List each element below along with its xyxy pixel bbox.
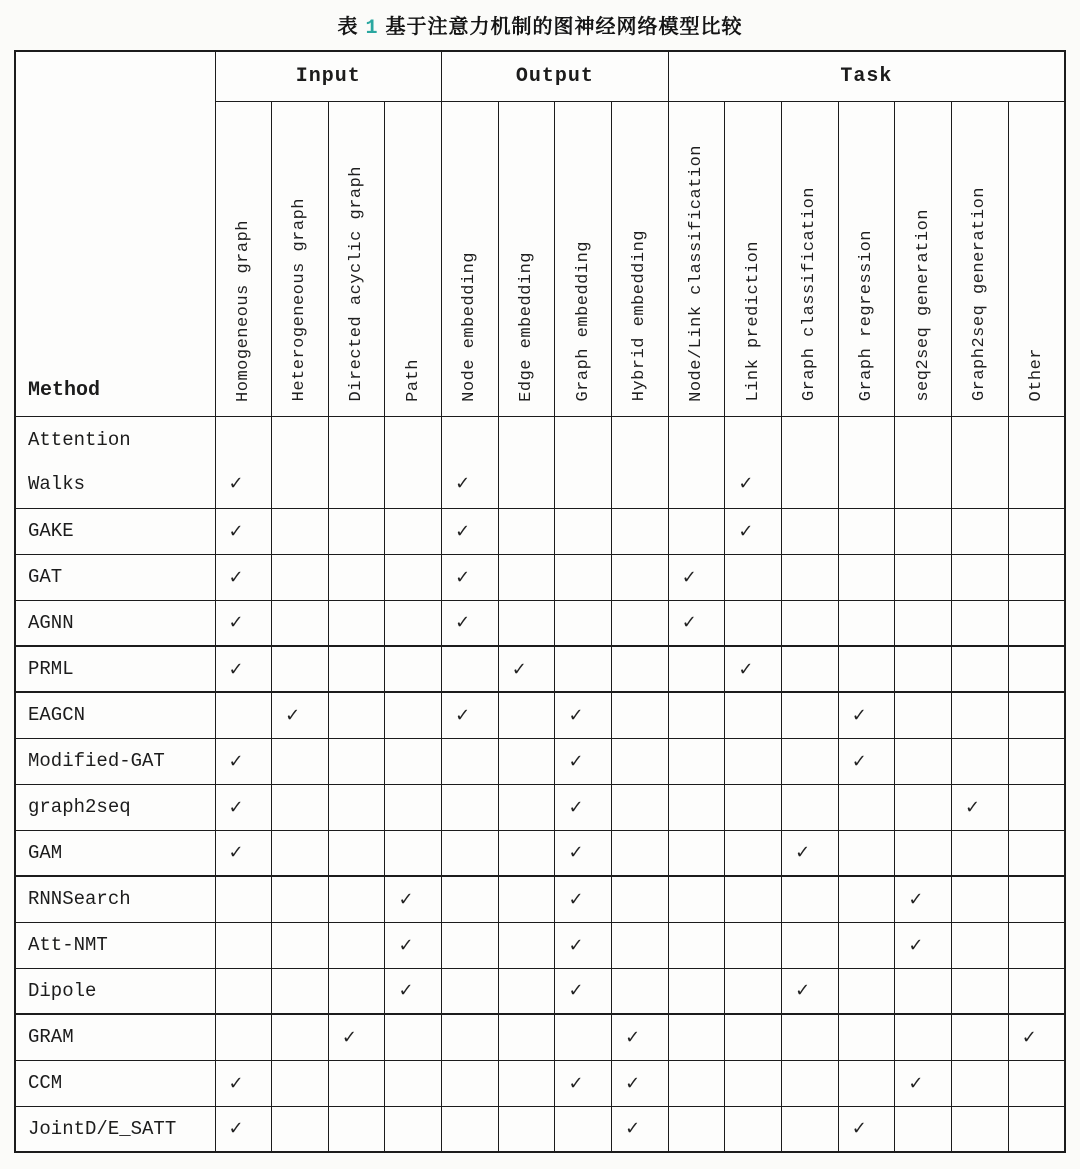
column-header-12 [895, 101, 952, 416]
check-cell-empty [385, 738, 442, 784]
check-cell-checked: ✓ [555, 968, 612, 1014]
check-cell-empty [782, 600, 839, 646]
table-row [15, 784, 1065, 830]
check-cell-empty [895, 646, 952, 692]
check-cell-empty [328, 600, 385, 646]
method-line: Attention [28, 429, 131, 451]
check-cell-empty [952, 1060, 1009, 1106]
column-header-10 [782, 101, 839, 416]
check-cell-empty [272, 646, 329, 692]
check-cell-empty [1008, 1060, 1065, 1106]
check-cell-empty [555, 1106, 612, 1152]
check-cell-empty [895, 600, 952, 646]
column-header-label: Node embedding [460, 251, 480, 402]
column-header-6 [555, 101, 612, 416]
check-cell-empty [895, 692, 952, 738]
check-cell-empty [498, 416, 555, 508]
check-cell-empty [385, 784, 442, 830]
table-row [15, 876, 1065, 922]
check-cell-empty [725, 738, 782, 784]
check-cell-empty [895, 784, 952, 830]
column-header-9 [725, 101, 782, 416]
check-cell-empty [952, 922, 1009, 968]
check-cell-empty [668, 968, 725, 1014]
check-cell-empty [498, 784, 555, 830]
method-cell: Modified-GAT [15, 738, 215, 784]
check-cell-empty [952, 416, 1009, 508]
check-cell-empty [1008, 646, 1065, 692]
check-cell-empty [442, 1106, 499, 1152]
table-row [15, 1060, 1065, 1106]
column-header-label: seq2seq generation [913, 208, 933, 402]
column-header-label: Path [403, 358, 423, 402]
check-cell-empty [1008, 508, 1065, 554]
check-cell-empty [1008, 1106, 1065, 1152]
check-cell-empty [215, 876, 272, 922]
check-cell-checked: ✓ [215, 1106, 272, 1152]
check-cell-empty [442, 968, 499, 1014]
check-cell-empty [498, 922, 555, 968]
check-cell-empty [725, 830, 782, 876]
check-cell-checked: ✓ [895, 876, 952, 922]
check-cell-checked: ✓ [328, 1014, 385, 1060]
check-cell-empty [838, 416, 895, 508]
check-cell-empty [215, 922, 272, 968]
column-header-3 [385, 101, 442, 416]
method-cell: PRML [15, 646, 215, 692]
check-cell-empty [328, 692, 385, 738]
check-cell-empty [612, 554, 669, 600]
check-cell-empty [895, 968, 952, 1014]
check-cell-empty [838, 1014, 895, 1060]
check-cell-empty [555, 600, 612, 646]
check-cell-empty [385, 508, 442, 554]
check-cell-empty [952, 1106, 1009, 1152]
check-cell-checked: ✓ [442, 554, 499, 600]
check-cell-empty [895, 738, 952, 784]
check-cell-empty [952, 738, 1009, 784]
column-header-11 [838, 101, 895, 416]
check-cell-empty [272, 1060, 329, 1106]
check-cell-empty [272, 830, 329, 876]
caption-prefix: 表 [337, 14, 359, 38]
check-cell-empty [272, 876, 329, 922]
column-header-14 [1008, 101, 1065, 416]
check-cell-empty [328, 416, 385, 508]
method-cell [15, 416, 215, 508]
check-cell-empty [442, 738, 499, 784]
method-column-header: Method [15, 51, 215, 416]
table-row [15, 922, 1065, 968]
check-cell-empty [612, 646, 669, 692]
check-cell-checked: ✓ [838, 738, 895, 784]
check-cell-empty [952, 876, 1009, 922]
check-cell-empty [952, 830, 1009, 876]
check-cell-empty [782, 646, 839, 692]
check-cell-checked: ✓ [272, 692, 329, 738]
table-row [15, 830, 1065, 876]
check-cell-empty [385, 600, 442, 646]
column-header-label: Heterogeneous graph [290, 198, 310, 402]
check-cell-checked: ✓ [838, 692, 895, 738]
table-row [15, 508, 1065, 554]
method-cell: CCM [15, 1060, 215, 1106]
check-cell-empty [328, 784, 385, 830]
check-cell-empty [498, 508, 555, 554]
check-cell-checked: ✓ [385, 968, 442, 1014]
column-header-0 [215, 101, 272, 416]
check-cell-checked: ✓ [442, 600, 499, 646]
column-header-label: Graph classification [800, 187, 820, 402]
check-cell-empty [668, 830, 725, 876]
method-cell: GAKE [15, 508, 215, 554]
check-cell-empty [782, 738, 839, 784]
check-cell-empty [385, 1014, 442, 1060]
check-cell-empty [555, 508, 612, 554]
method-cell: Att-NMT [15, 922, 215, 968]
check-cell-checked: ✓ [612, 1060, 669, 1106]
check-cell-empty [272, 416, 329, 508]
check-cell-empty [555, 646, 612, 692]
check-cell-checked: ✓ [215, 646, 272, 692]
table-row [15, 416, 1065, 508]
check-cell-checked: ✓ [442, 416, 499, 508]
check-cell-empty [668, 416, 725, 508]
check-cell-checked: ✓ [555, 738, 612, 784]
check-cell-empty [328, 968, 385, 1014]
column-header-1 [272, 101, 329, 416]
method-line: Walks [28, 473, 86, 495]
check-cell-empty [442, 646, 499, 692]
check-cell-empty [272, 922, 329, 968]
check-cell-empty [838, 784, 895, 830]
check-cell-empty [668, 922, 725, 968]
check-cell-empty [668, 784, 725, 830]
group-header-task: Task [668, 51, 1065, 101]
check-cell-empty [952, 600, 1009, 646]
check-cell-empty [272, 508, 329, 554]
check-cell-empty [612, 600, 669, 646]
check-cell-empty [498, 876, 555, 922]
check-cell-empty [895, 554, 952, 600]
check-cell-empty [498, 1060, 555, 1106]
check-cell-empty [612, 922, 669, 968]
check-cell-empty [725, 1060, 782, 1106]
check-cell-checked: ✓ [725, 508, 782, 554]
check-cell-empty [442, 830, 499, 876]
check-cell-empty [442, 784, 499, 830]
check-cell-checked: ✓ [215, 1060, 272, 1106]
check-cell-empty [498, 600, 555, 646]
check-cell-checked: ✓ [442, 692, 499, 738]
check-cell-checked: ✓ [555, 922, 612, 968]
method-cell: JointD/E_SATT [15, 1106, 215, 1152]
method-cell: graph2seq [15, 784, 215, 830]
check-cell-empty [952, 554, 1009, 600]
check-cell-empty [895, 1014, 952, 1060]
table-row [15, 738, 1065, 784]
check-cell-empty [272, 738, 329, 784]
check-cell-empty [498, 968, 555, 1014]
table-row [15, 554, 1065, 600]
check-cell-empty [442, 1060, 499, 1106]
check-cell-empty [498, 692, 555, 738]
check-cell-empty [1008, 554, 1065, 600]
check-cell-empty [215, 1014, 272, 1060]
check-cell-empty [385, 416, 442, 508]
method-cell: RNNSearch [15, 876, 215, 922]
check-cell-empty [555, 1014, 612, 1060]
table-number: 1 [365, 17, 379, 40]
check-cell-empty [668, 1060, 725, 1106]
check-cell-empty [215, 968, 272, 1014]
check-cell-empty [782, 416, 839, 508]
check-cell-empty [1008, 830, 1065, 876]
check-cell-empty [668, 1106, 725, 1152]
column-header-7 [612, 101, 669, 416]
check-cell-empty [328, 508, 385, 554]
check-cell-empty [952, 968, 1009, 1014]
check-cell-empty [612, 738, 669, 784]
check-cell-empty [498, 1106, 555, 1152]
check-cell-checked: ✓ [442, 508, 499, 554]
check-cell-checked: ✓ [385, 922, 442, 968]
table-row [15, 600, 1065, 646]
check-cell-checked: ✓ [215, 554, 272, 600]
check-cell-empty [612, 876, 669, 922]
check-cell-checked: ✓ [555, 830, 612, 876]
check-cell-checked: ✓ [385, 876, 442, 922]
check-cell-empty [328, 738, 385, 784]
check-cell-empty [782, 784, 839, 830]
check-cell-empty [328, 1106, 385, 1152]
column-header-label: Graph2seq generation [970, 187, 990, 402]
check-cell-checked: ✓ [612, 1014, 669, 1060]
check-cell-checked: ✓ [555, 876, 612, 922]
check-cell-empty [782, 876, 839, 922]
column-header-label: Node/Link classification [687, 144, 707, 402]
check-cell-empty [442, 1014, 499, 1060]
check-cell-empty [385, 830, 442, 876]
check-cell-checked: ✓ [215, 738, 272, 784]
check-cell-checked: ✓ [1008, 1014, 1065, 1060]
check-cell-empty [668, 1014, 725, 1060]
column-header-label: Directed acyclic graph [347, 166, 367, 402]
check-cell-empty [725, 600, 782, 646]
check-cell-checked: ✓ [215, 600, 272, 646]
column-header-13 [952, 101, 1009, 416]
check-cell-empty [1008, 784, 1065, 830]
check-cell-empty [782, 1014, 839, 1060]
check-cell-empty [725, 876, 782, 922]
check-cell-empty [1008, 600, 1065, 646]
check-cell-empty [498, 554, 555, 600]
column-header-4 [442, 101, 499, 416]
column-header-5 [498, 101, 555, 416]
check-cell-empty [1008, 968, 1065, 1014]
column-header-label: Homogeneous graph [233, 219, 253, 402]
check-cell-empty [328, 876, 385, 922]
check-cell-empty [952, 692, 1009, 738]
check-cell-empty [385, 554, 442, 600]
check-cell-checked: ✓ [612, 1106, 669, 1152]
check-cell-empty [725, 692, 782, 738]
check-cell-empty [555, 416, 612, 508]
check-cell-empty [838, 830, 895, 876]
check-cell-empty [385, 1060, 442, 1106]
method-cell: Dipole [15, 968, 215, 1014]
check-cell-empty [1008, 922, 1065, 968]
check-cell-checked: ✓ [555, 692, 612, 738]
check-cell-checked: ✓ [555, 1060, 612, 1106]
check-cell-empty [668, 692, 725, 738]
check-cell-empty [612, 416, 669, 508]
check-cell-empty [612, 830, 669, 876]
check-cell-empty [1008, 738, 1065, 784]
check-cell-checked: ✓ [895, 1060, 952, 1106]
check-cell-empty [838, 600, 895, 646]
check-cell-empty [215, 692, 272, 738]
table-row [15, 1106, 1065, 1152]
table-row [15, 646, 1065, 692]
check-cell-empty [838, 968, 895, 1014]
check-cell-empty [952, 1014, 1009, 1060]
check-cell-checked: ✓ [498, 646, 555, 692]
check-cell-empty [612, 508, 669, 554]
check-cell-empty [442, 876, 499, 922]
group-header-input: Input [215, 51, 442, 101]
check-cell-empty [498, 830, 555, 876]
check-cell-empty [442, 922, 499, 968]
check-cell-empty [838, 876, 895, 922]
check-cell-empty [838, 646, 895, 692]
check-cell-empty [725, 922, 782, 968]
check-cell-empty [272, 968, 329, 1014]
check-cell-empty [725, 554, 782, 600]
check-cell-empty [272, 1014, 329, 1060]
check-cell-empty [498, 1014, 555, 1060]
check-cell-empty [385, 1106, 442, 1152]
check-cell-empty [498, 738, 555, 784]
check-cell-empty [668, 508, 725, 554]
column-header-label: Graph regression [857, 230, 877, 402]
check-cell-empty [782, 1106, 839, 1152]
method-cell: EAGCN [15, 692, 215, 738]
check-cell-empty [725, 1106, 782, 1152]
check-cell-empty [328, 554, 385, 600]
check-cell-empty [385, 692, 442, 738]
table-caption [14, 10, 1066, 40]
column-header-label: Graph embedding [573, 240, 593, 402]
check-cell-empty [272, 600, 329, 646]
check-cell-checked: ✓ [725, 416, 782, 508]
method-cell: GAM [15, 830, 215, 876]
check-cell-empty [895, 416, 952, 508]
check-cell-checked: ✓ [215, 784, 272, 830]
check-cell-checked: ✓ [895, 922, 952, 968]
check-cell-empty [668, 738, 725, 784]
check-cell-empty [272, 554, 329, 600]
check-cell-empty [838, 922, 895, 968]
table-body [15, 416, 1065, 1152]
check-cell-empty [782, 922, 839, 968]
check-cell-empty [328, 830, 385, 876]
column-header-label: Hybrid embedding [630, 230, 650, 402]
check-cell-empty [328, 646, 385, 692]
check-cell-empty [555, 554, 612, 600]
check-cell-checked: ✓ [952, 784, 1009, 830]
comparison-table [14, 50, 1066, 1153]
check-cell-empty [952, 646, 1009, 692]
check-cell-empty [895, 830, 952, 876]
check-cell-checked: ✓ [668, 554, 725, 600]
check-cell-checked: ✓ [838, 1106, 895, 1152]
check-cell-checked: ✓ [782, 830, 839, 876]
check-cell-empty [668, 646, 725, 692]
check-cell-empty [895, 508, 952, 554]
check-cell-empty [272, 1106, 329, 1152]
check-cell-empty [1008, 876, 1065, 922]
check-cell-checked: ✓ [215, 508, 272, 554]
column-header-8 [668, 101, 725, 416]
check-cell-checked: ✓ [215, 416, 272, 508]
check-cell-empty [328, 922, 385, 968]
method-cell: AGNN [15, 600, 215, 646]
check-cell-checked: ✓ [555, 784, 612, 830]
check-cell-checked: ✓ [725, 646, 782, 692]
column-header-label: Other [1026, 347, 1046, 402]
check-cell-empty [668, 876, 725, 922]
check-cell-empty [782, 508, 839, 554]
column-header-2 [328, 101, 385, 416]
check-cell-checked: ✓ [782, 968, 839, 1014]
column-header-label: Link prediction [743, 240, 763, 402]
check-cell-checked: ✓ [668, 600, 725, 646]
column-header-label: Edge embedding [517, 251, 537, 402]
group-header-row [15, 51, 1065, 101]
check-cell-empty [782, 554, 839, 600]
check-cell-empty [725, 968, 782, 1014]
check-cell-empty [1008, 692, 1065, 738]
check-cell-checked: ✓ [215, 830, 272, 876]
check-cell-empty [838, 554, 895, 600]
method-cell: GRAM [15, 1014, 215, 1060]
check-cell-empty [725, 1014, 782, 1060]
check-cell-empty [1008, 416, 1065, 508]
table-row [15, 692, 1065, 738]
check-cell-empty [328, 1060, 385, 1106]
table-row [15, 968, 1065, 1014]
check-cell-empty [782, 692, 839, 738]
check-cell-empty [895, 1106, 952, 1152]
check-cell-empty [782, 1060, 839, 1106]
check-cell-empty [612, 968, 669, 1014]
check-cell-empty [272, 784, 329, 830]
check-cell-empty [952, 508, 1009, 554]
check-cell-empty [612, 692, 669, 738]
check-cell-empty [725, 784, 782, 830]
group-header-output: Output [442, 51, 669, 101]
method-cell: GAT [15, 554, 215, 600]
table-row [15, 1014, 1065, 1060]
check-cell-empty [838, 508, 895, 554]
check-cell-empty [385, 646, 442, 692]
check-cell-empty [612, 784, 669, 830]
check-cell-empty [838, 1060, 895, 1106]
caption-text: 基于注意力机制的图神经网络模型比较 [385, 14, 743, 38]
